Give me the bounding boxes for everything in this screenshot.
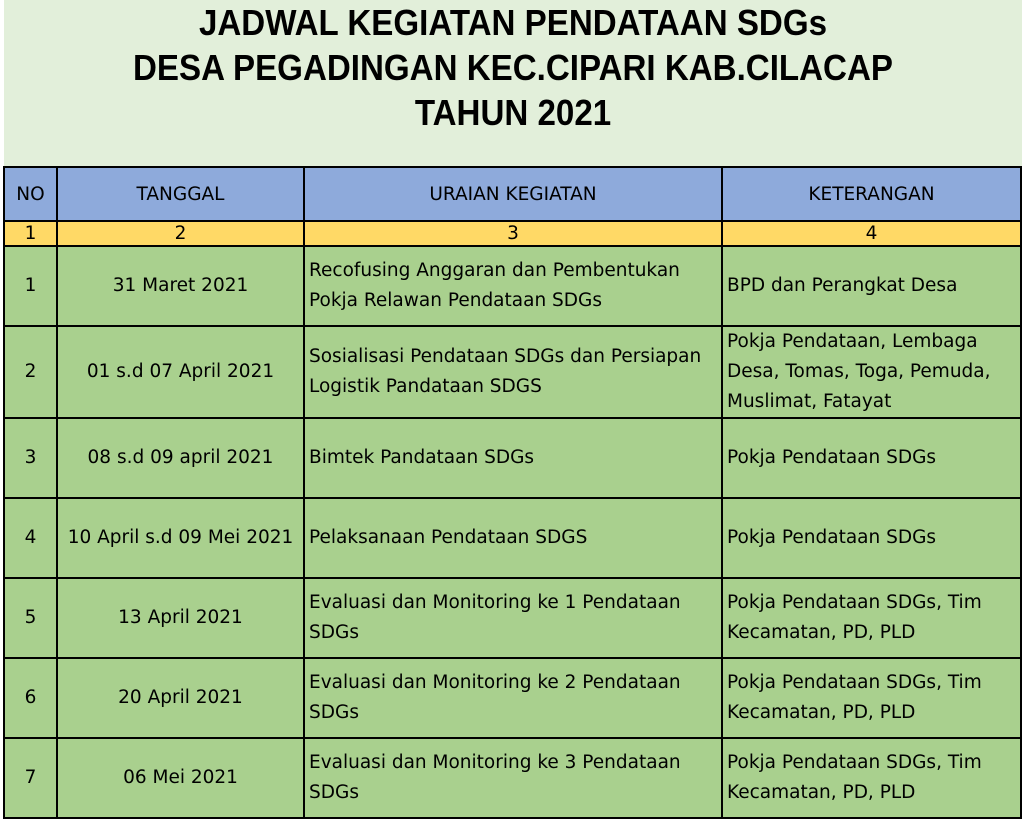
column-number-row (4, 221, 1021, 246)
table-row (4, 578, 1021, 658)
cell-no: 5 (4, 578, 57, 658)
table-row (4, 738, 1021, 818)
cell-uraian: Bimtek Pandataan SDGs (304, 418, 722, 498)
column-number: 1 (4, 221, 57, 246)
title-line-3: TAHUN 2021 (414, 92, 612, 133)
cell-tanggal: 31 Maret 2021 (57, 246, 304, 326)
title-banner (4, 0, 1022, 166)
cell-tanggal: 01 s.d 07 April 2021 (57, 326, 304, 418)
header-uraian: URAIAN KEGIATAN (304, 167, 722, 221)
table-row (4, 418, 1021, 498)
table-row (4, 246, 1021, 326)
cell-tanggal: 20 April 2021 (57, 658, 304, 738)
cell-keterangan: Pokja Pendataan SDGs, Tim Kecamatan, PD, PLD (722, 658, 1021, 738)
cell-keterangan: Pokja Pendataan SDGs (722, 418, 1021, 498)
cell-uraian: Evaluasi dan Monitoring ke 2 Pendataan SDGs (304, 658, 722, 738)
cell-uraian: Evaluasi dan Monitoring ke 1 Pendataan SDGs (304, 578, 722, 658)
cell-no: 4 (4, 498, 57, 578)
cell-uraian: Pelaksanaan Pendataan SDGS (304, 498, 722, 578)
cell-uraian: Recofusing Anggaran dan Pembentukan Pokja Relawan Pendataan SDGs (304, 246, 722, 326)
table-row (4, 498, 1021, 578)
table-header-row (4, 167, 1021, 221)
cell-keterangan: Pokja Pendataan SDGs, Tim Kecamatan, PD, PLD (722, 578, 1021, 658)
cell-tanggal: 08 s.d 09 april 2021 (57, 418, 304, 498)
cell-keterangan: BPD dan Perangkat Desa (722, 246, 1021, 326)
column-number: 2 (57, 221, 304, 246)
header-tanggal: TANGGAL (57, 167, 304, 221)
cell-tanggal: 10 April s.d 09 Mei 2021 (57, 498, 304, 578)
table-row (4, 658, 1021, 738)
cell-no: 1 (4, 246, 57, 326)
cell-tanggal: 13 April 2021 (57, 578, 304, 658)
cell-keterangan: Pokja Pendataan SDGs, Tim Kecamatan, PD, PLD (722, 738, 1021, 818)
cell-keterangan: Pokja Pendataan, Lembaga Desa, Tomas, Toga, Pemuda, Muslimat, Fatayat (722, 326, 1021, 418)
cell-keterangan: Pokja Pendataan SDGs (722, 498, 1021, 578)
schedule-table (3, 166, 1022, 819)
cell-no: 2 (4, 326, 57, 418)
header-no: NO (4, 167, 57, 221)
title-line-1: JADWAL KEGIATAN PENDATAAN SDGs (198, 2, 828, 43)
cell-tanggal: 06 Mei 2021 (57, 738, 304, 818)
cell-uraian: Evaluasi dan Monitoring ke 3 Pendataan SDGs (304, 738, 722, 818)
cell-no: 7 (4, 738, 57, 818)
cell-no: 6 (4, 658, 57, 738)
column-number: 3 (304, 221, 722, 246)
cell-uraian: Sosialisasi Pendataan SDGs dan Persiapan Logistik Pandataan SDGS (304, 326, 722, 418)
table-row (4, 326, 1021, 418)
title-line-2: DESA PEGADINGAN KEC.CIPARI KAB.CILACAP (133, 47, 893, 88)
cell-no: 3 (4, 418, 57, 498)
column-number: 4 (722, 221, 1021, 246)
header-keterangan: KETERANGAN (722, 167, 1021, 221)
